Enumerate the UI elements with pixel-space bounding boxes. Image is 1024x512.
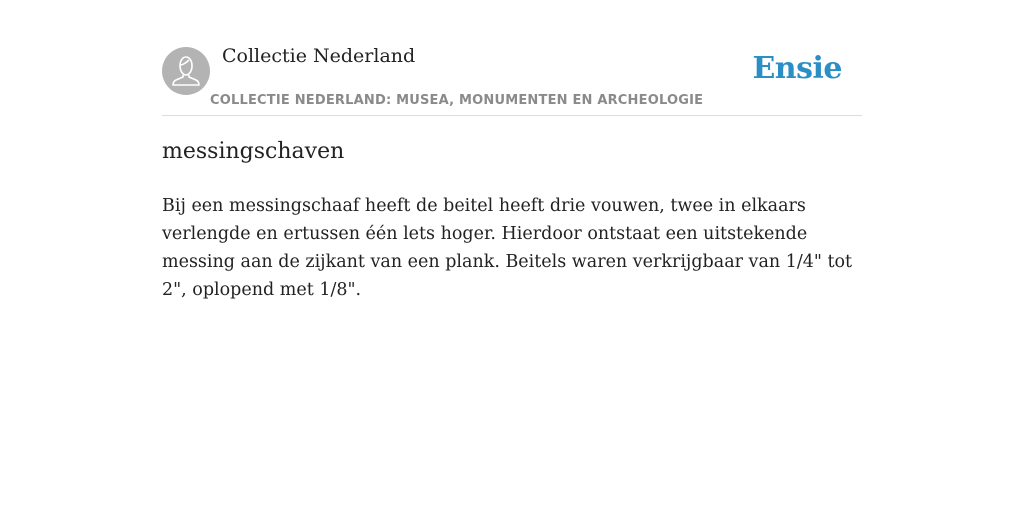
entry-definition: Bij een messingschaaf heeft de beitel heeft drie vouwen, twee in elkaars verlengde en ertussen één lets hoger. Hierdoor ontstaat een uitstekende messing aan de zijkant van een plank. Beitels waren verkrijgbaar van 1/4" tot 2", oplopend met 1/8". [162,196,853,300]
user-silhouette-icon [162,47,210,95]
entry-term: messingschaven [162,139,345,164]
entry-header [162,0,862,116]
entry-card [162,0,862,300]
ensie-logo-link[interactable]: Ensie [752,51,842,86]
author-avatar[interactable] [162,47,210,95]
author-name-link[interactable]: Collectie Nederland [222,45,416,67]
source-link[interactable]: COLLECTIE NEDERLAND: MUSEA, MONUMENTEN EN ARCHEOLOGIE [210,93,704,108]
